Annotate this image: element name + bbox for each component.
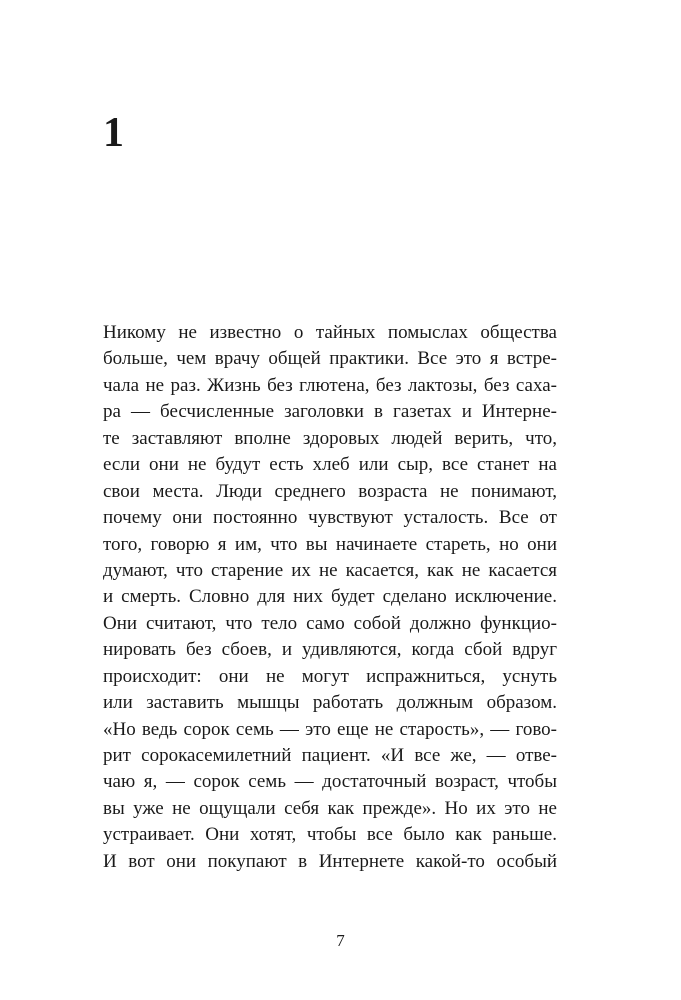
text-line: почему они постоянно чувствуют усталость. Все от bbox=[103, 507, 557, 529]
text-line: того, говорю я им, что вы начинаете стареть, но они bbox=[103, 533, 557, 555]
text-line: чаю я, — сорок семь — достаточный возраст, чтобы bbox=[103, 771, 557, 793]
text-line: думают, что старение их не касается, как не касается bbox=[103, 559, 557, 581]
text-line: вы уже не ощущали себя как прежде». Но их это не bbox=[103, 797, 557, 819]
text-line: и смерть. Словно для них будет сделано исключение. bbox=[103, 586, 557, 608]
text-line: если они не будут есть хлеб или сыр, все станет на bbox=[103, 454, 557, 476]
text-line: происходит: они не могут испражниться, уснуть bbox=[103, 665, 557, 687]
body-text bbox=[103, 320, 557, 875]
text-line: или заставить мышцы работать должным образом. bbox=[103, 692, 557, 714]
text-line: Никому не известно о тайных помыслах общества bbox=[103, 322, 557, 343]
text-line: свои места. Люди среднего возраста не понимают, bbox=[103, 480, 557, 502]
page-number: 7 bbox=[336, 931, 345, 950]
text-line: больше, чем врачу общей практики. Все это я встре- bbox=[103, 348, 557, 370]
text-line: «Но ведь сорок семь — это еще не старость», — гово- bbox=[103, 718, 557, 740]
text-line: рит сорокасемилетний пациент. «И все же, — отве- bbox=[103, 745, 557, 766]
text-line: те заставляют вполне здоровых людей верить, что, bbox=[103, 427, 557, 449]
text-line: Они считают, что тело само собой должно функцио- bbox=[103, 612, 557, 634]
text-line: ра — бесчисленные заголовки в газетах и Интерне- bbox=[103, 401, 557, 423]
text-line: устраивает. Они хотят, чтобы все было как раньше. bbox=[103, 824, 557, 846]
chapter-number: 1 bbox=[103, 110, 124, 156]
text-line: нировать без сбоев, и удивляются, когда сбой вдруг bbox=[103, 639, 557, 661]
text-line: чала не раз. Жизнь без глютена, без лактозы, без саха- bbox=[103, 374, 557, 396]
text-line: И вот они покупают в Интернете какой-то особый bbox=[103, 850, 557, 872]
